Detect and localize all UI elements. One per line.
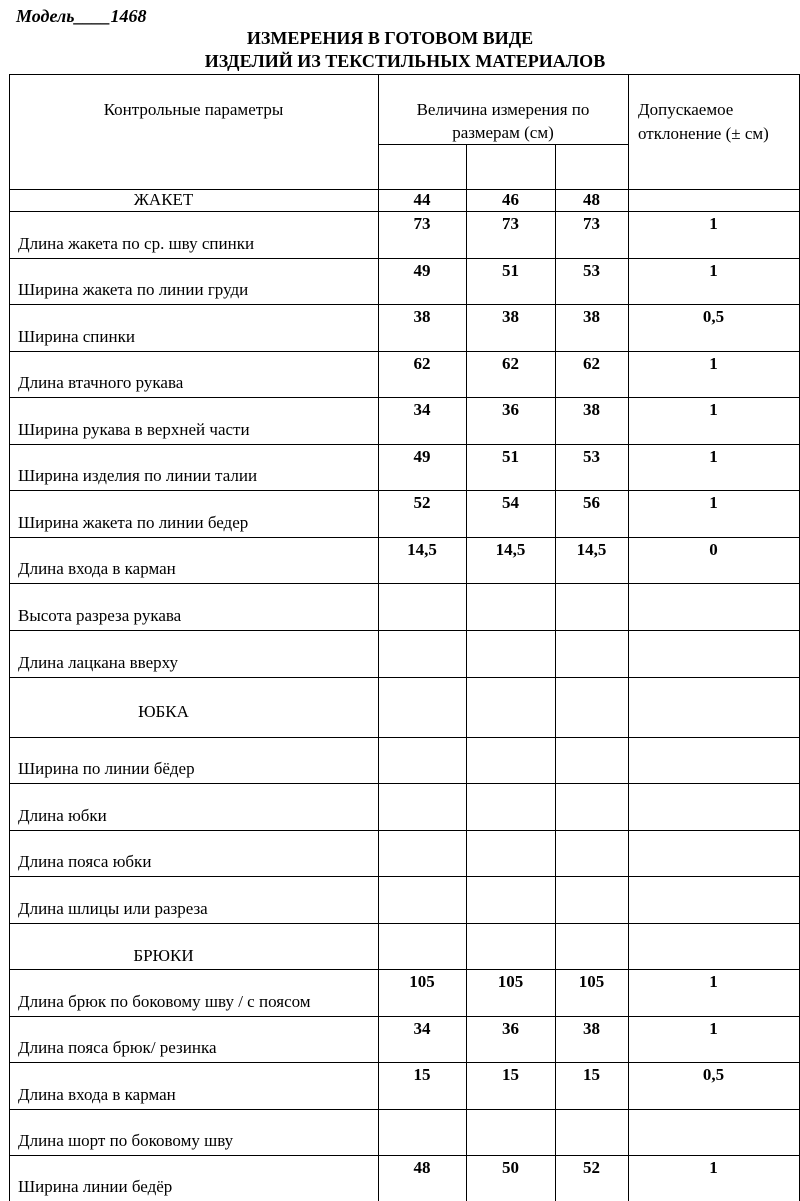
column-divider	[466, 830, 467, 876]
column-divider	[555, 144, 556, 189]
column-divider	[466, 783, 467, 830]
measure-value: 52	[413, 493, 431, 512]
measure-value: 73	[413, 214, 431, 233]
column-divider	[466, 490, 467, 537]
header-tolerance: Допускаемое отклонение (± см)	[638, 100, 769, 143]
measure-value: 38	[413, 307, 431, 326]
measure-value: 15	[502, 1065, 519, 1084]
column-divider	[378, 444, 379, 490]
size-header: 44	[413, 190, 431, 209]
header-params: Контрольные параметры	[103, 100, 284, 119]
column-divider	[628, 444, 629, 490]
tolerance-value: 1	[709, 354, 718, 373]
column-divider	[628, 1062, 629, 1109]
column-divider	[9, 258, 10, 304]
column-divider	[466, 189, 467, 211]
column-divider	[555, 1016, 556, 1062]
column-divider	[9, 1062, 10, 1109]
column-divider	[555, 1062, 556, 1109]
row-divider	[9, 969, 800, 970]
row-divider	[9, 1155, 800, 1156]
model-label: Модель____1468	[16, 6, 147, 26]
param-label: Длина лацкана вверху	[18, 653, 178, 672]
measure-value: 105	[409, 972, 435, 991]
column-divider	[9, 923, 10, 969]
param-label: Длина пояса юбки	[18, 852, 152, 871]
section-title: ЮБКА	[138, 702, 189, 721]
param-label: Ширина жакета по линии груди	[18, 280, 249, 299]
section-title-jacket: ЖАКЕТ	[133, 190, 194, 209]
row-divider	[9, 1062, 800, 1063]
column-divider	[555, 304, 556, 351]
measure-value: 38	[583, 1019, 600, 1038]
row-divider	[9, 537, 800, 538]
column-divider	[378, 969, 379, 1016]
measure-value: 14,5	[407, 540, 437, 559]
column-divider	[555, 1109, 556, 1155]
document-subtitle: ИЗДЕЛИЙ ИЗ ТЕКСТИЛЬНЫХ МАТЕРИАЛОВ	[204, 51, 606, 71]
column-divider	[378, 583, 379, 630]
row-divider	[9, 397, 800, 398]
column-divider	[9, 211, 10, 258]
column-divider	[466, 583, 467, 630]
column-divider	[9, 397, 10, 444]
column-divider	[378, 1016, 379, 1062]
row-divider	[9, 304, 800, 305]
column-divider	[555, 677, 556, 737]
param-label: Длина брюк по боковому шву / с поясом	[18, 992, 311, 1011]
column-divider	[628, 969, 629, 1016]
row-divider	[9, 737, 800, 738]
column-divider	[378, 189, 379, 211]
measure-value: 15	[413, 1065, 431, 1084]
column-divider	[628, 830, 629, 876]
column-divider	[466, 1062, 467, 1109]
column-divider	[378, 630, 379, 677]
measure-value: 62	[583, 354, 600, 373]
param-label: Длина шорт по боковому шву	[18, 1131, 234, 1150]
column-divider	[466, 1109, 467, 1155]
measure-value: 34	[413, 400, 431, 419]
column-divider	[555, 258, 556, 304]
column-divider	[9, 444, 10, 490]
tolerance-value: 0	[709, 540, 718, 559]
column-divider	[628, 583, 629, 630]
tolerance-value: 1	[709, 400, 718, 419]
column-divider	[378, 783, 379, 830]
size-header: 46	[502, 190, 519, 209]
row-divider	[9, 351, 800, 352]
column-divider	[9, 783, 10, 830]
header-sizes: Величина измерения по размерам (см)	[416, 100, 590, 142]
param-label: Длина входа в карман	[18, 1085, 176, 1104]
column-divider	[555, 923, 556, 969]
measure-value: 52	[583, 1158, 600, 1177]
measure-value: 73	[502, 214, 519, 233]
measure-value: 49	[413, 447, 431, 466]
row-divider	[9, 830, 800, 831]
size-subheader-divider	[378, 144, 629, 145]
tolerance-value: 1	[709, 493, 718, 512]
column-divider	[466, 258, 467, 304]
column-divider	[378, 876, 379, 923]
tolerance-value: 1	[709, 261, 718, 280]
column-divider	[466, 1155, 467, 1201]
column-divider	[628, 397, 629, 444]
row-divider	[9, 677, 800, 678]
column-divider	[378, 74, 379, 189]
row-divider	[9, 211, 800, 212]
measure-value: 62	[413, 354, 431, 373]
size-header: 48	[583, 190, 600, 209]
column-divider	[9, 830, 10, 876]
column-divider	[466, 537, 467, 583]
column-divider	[628, 189, 629, 211]
column-divider	[628, 876, 629, 923]
measure-value: 38	[502, 307, 519, 326]
column-divider	[378, 258, 379, 304]
column-divider	[628, 351, 629, 397]
row-divider	[9, 1109, 800, 1110]
measure-value: 49	[413, 261, 431, 280]
column-divider	[628, 1155, 629, 1201]
column-divider	[466, 444, 467, 490]
column-divider	[9, 583, 10, 630]
column-divider	[9, 351, 10, 397]
column-divider	[378, 397, 379, 444]
column-divider	[466, 397, 467, 444]
column-divider	[628, 211, 629, 258]
column-divider	[378, 1155, 379, 1201]
tolerance-value: 1	[709, 1019, 718, 1038]
column-divider	[555, 490, 556, 537]
param-label: Ширина жакета по линии бедер	[18, 513, 249, 532]
column-divider	[628, 74, 629, 189]
column-divider	[466, 876, 467, 923]
column-divider	[628, 783, 629, 830]
row-divider	[9, 258, 800, 259]
column-divider	[555, 537, 556, 583]
column-divider	[628, 923, 629, 969]
column-divider	[628, 490, 629, 537]
row-divider	[9, 1016, 800, 1017]
column-divider	[378, 1062, 379, 1109]
tolerance-value: 1	[709, 972, 718, 991]
measure-value: 38	[583, 307, 600, 326]
column-divider	[378, 830, 379, 876]
measure-value: 51	[502, 447, 519, 466]
column-divider	[9, 1155, 10, 1201]
measure-value: 14,5	[576, 540, 607, 559]
measure-value: 34	[413, 1019, 431, 1038]
column-divider	[555, 583, 556, 630]
measure-value: 54	[502, 493, 519, 512]
column-divider	[9, 630, 10, 677]
column-divider	[378, 351, 379, 397]
column-divider	[466, 1016, 467, 1062]
column-divider	[555, 969, 556, 1016]
column-divider	[555, 783, 556, 830]
column-divider	[628, 1016, 629, 1062]
measure-value: 48	[413, 1158, 431, 1177]
measure-value: 62	[502, 354, 519, 373]
column-divider	[378, 923, 379, 969]
document-title: ИЗМЕРЕНИЯ В ГОТОВОМ ВИДЕ	[246, 28, 534, 48]
column-divider	[378, 737, 379, 783]
column-divider	[378, 677, 379, 737]
column-divider	[628, 304, 629, 351]
column-divider	[466, 351, 467, 397]
tolerance-value: 1	[709, 214, 718, 233]
row-divider	[9, 490, 800, 491]
column-divider	[9, 74, 10, 189]
measure-value: 56	[583, 493, 600, 512]
column-divider	[378, 211, 379, 258]
measure-value: 53	[583, 447, 600, 466]
measure-value: 73	[583, 214, 600, 233]
column-divider	[466, 923, 467, 969]
param-label: Ширина по линии бёдер	[18, 759, 195, 778]
param-label: Ширина линии бедёр	[18, 1177, 173, 1196]
measure-value: 36	[502, 1019, 519, 1038]
tolerance-value: 1	[709, 1158, 718, 1177]
column-divider	[466, 304, 467, 351]
column-divider	[628, 258, 629, 304]
column-divider	[555, 189, 556, 211]
column-divider	[9, 537, 10, 583]
column-divider	[628, 677, 629, 737]
measure-value: 51	[502, 261, 519, 280]
measure-value: 38	[583, 400, 600, 419]
column-divider	[378, 537, 379, 583]
param-label: Длина шлицы или разреза	[18, 899, 208, 918]
column-divider	[555, 397, 556, 444]
column-divider	[628, 630, 629, 677]
param-label: Длина жакета по ср. шву спинки	[18, 234, 255, 253]
measure-value: 105	[578, 972, 605, 991]
measure-value: 105	[497, 972, 524, 991]
column-divider	[466, 211, 467, 258]
row-divider	[9, 783, 800, 784]
column-divider	[555, 737, 556, 783]
tolerance-value: 0,5	[702, 307, 725, 326]
column-divider	[466, 144, 467, 189]
param-label: Длина юбки	[18, 806, 107, 825]
measure-value: 36	[502, 400, 519, 419]
param-label: Ширина изделия по линии талии	[18, 466, 258, 485]
column-divider	[378, 304, 379, 351]
param-label: Длина пояса брюк/ резинка	[18, 1038, 217, 1057]
column-divider	[9, 304, 10, 351]
column-divider	[555, 1155, 556, 1201]
column-divider	[9, 189, 10, 211]
row-divider	[9, 583, 800, 584]
column-divider	[555, 444, 556, 490]
column-divider	[9, 1016, 10, 1062]
param-label: Длина втачного рукава	[18, 373, 184, 392]
measure-value: 53	[583, 261, 600, 280]
column-divider	[628, 537, 629, 583]
measure-value: 15	[583, 1065, 600, 1084]
column-divider	[9, 737, 10, 783]
row-divider	[9, 630, 800, 631]
tolerance-value: 1	[709, 447, 718, 466]
column-divider	[378, 1109, 379, 1155]
tolerance-value: 0,5	[702, 1065, 725, 1084]
column-divider	[628, 1109, 629, 1155]
column-divider	[9, 1109, 10, 1155]
section-title: БРЮКИ	[133, 946, 194, 965]
column-divider	[555, 876, 556, 923]
param-label: Высота разреза рукава	[18, 606, 182, 625]
param-label: Длина входа в карман	[18, 559, 176, 578]
measure-value: 50	[502, 1158, 519, 1177]
column-divider	[555, 351, 556, 397]
column-divider	[555, 630, 556, 677]
column-divider	[466, 969, 467, 1016]
column-divider	[466, 737, 467, 783]
column-divider	[9, 490, 10, 537]
column-divider	[555, 830, 556, 876]
measure-value: 14,5	[495, 540, 526, 559]
param-label: Ширина спинки	[18, 327, 135, 346]
column-divider	[466, 677, 467, 737]
column-divider	[555, 211, 556, 258]
column-divider	[9, 876, 10, 923]
column-divider	[378, 490, 379, 537]
column-divider	[466, 630, 467, 677]
table-top-border	[9, 74, 800, 75]
row-divider	[9, 923, 800, 924]
column-divider	[9, 969, 10, 1016]
row-divider	[9, 876, 800, 877]
row-divider	[9, 444, 800, 445]
param-label: Ширина рукава в верхней части	[18, 420, 250, 439]
column-divider	[9, 677, 10, 737]
column-divider	[628, 737, 629, 783]
